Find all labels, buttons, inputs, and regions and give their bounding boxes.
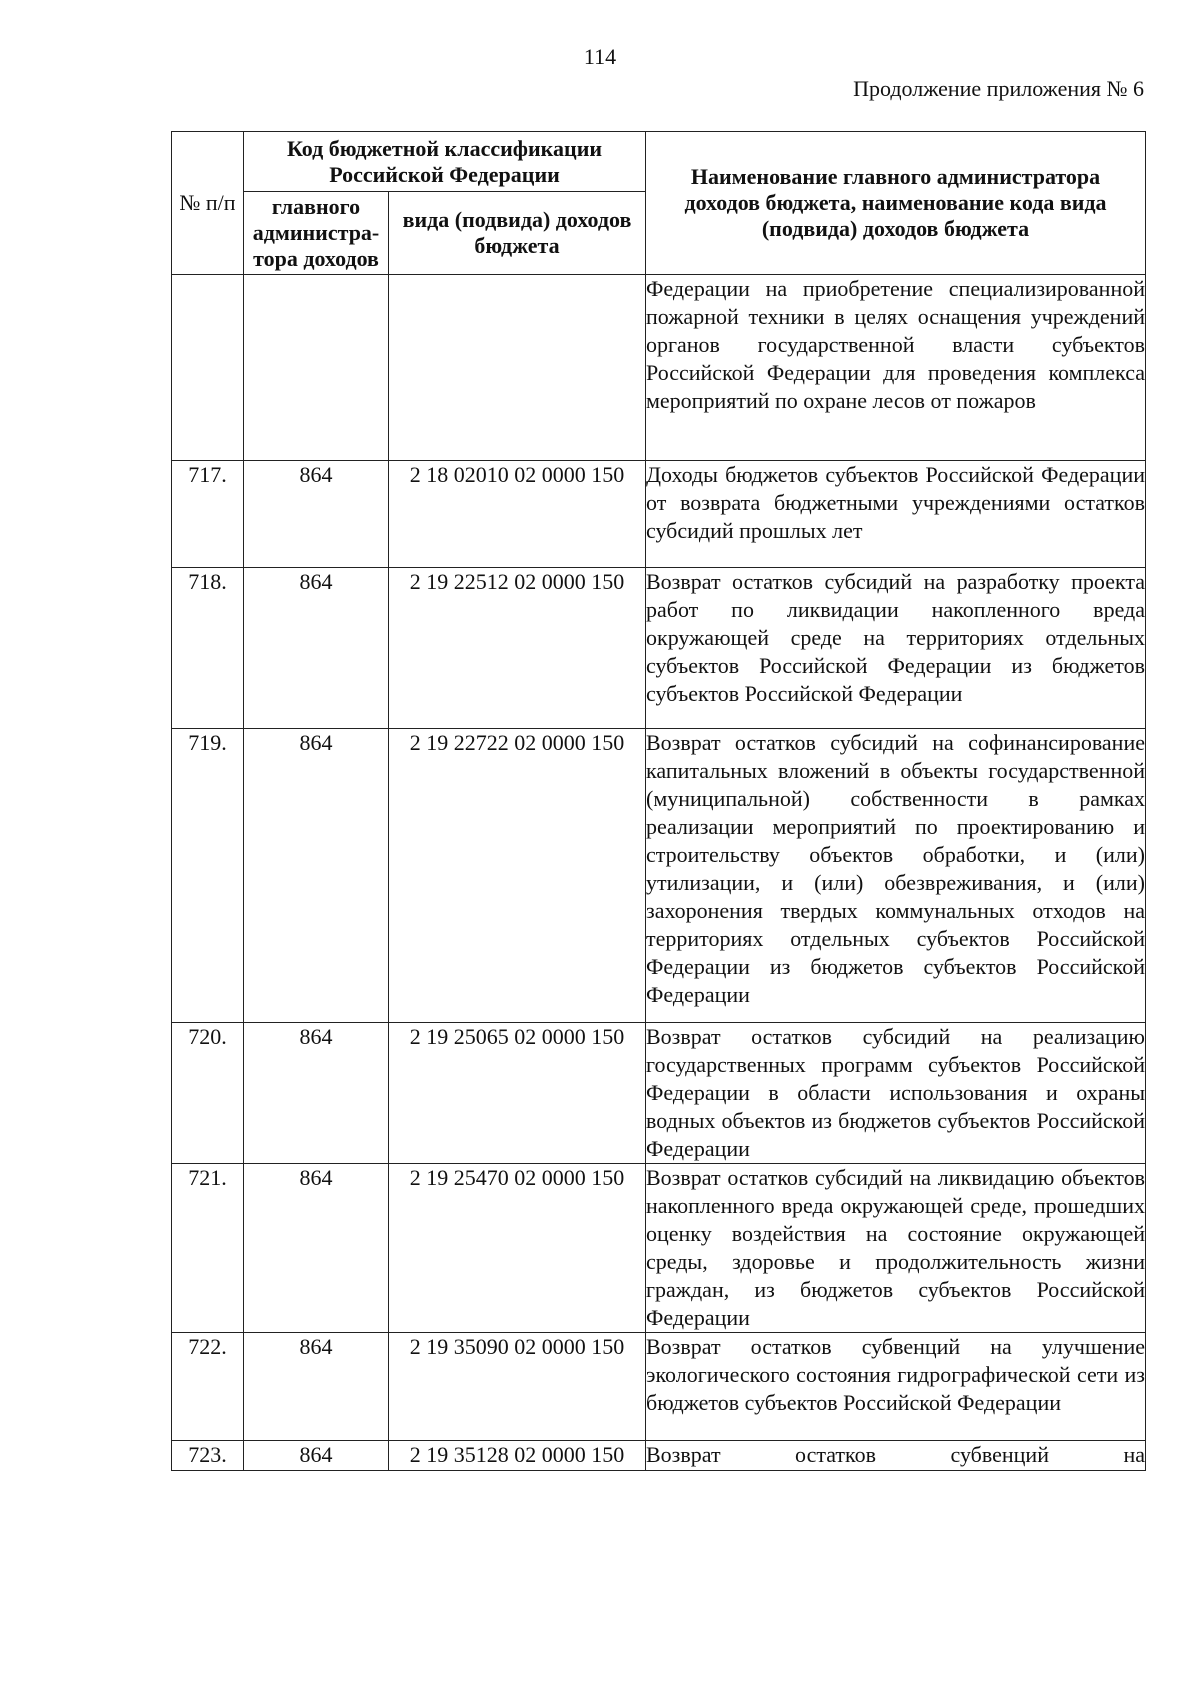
header-number: № п/п	[172, 132, 244, 275]
table-row	[172, 568, 1146, 729]
revenue-code-cell: 2 19 25065 02 0000 150	[389, 1023, 646, 1164]
admin-code-cell: 864	[244, 1441, 389, 1471]
table-row	[172, 461, 1146, 568]
row-number-cell: 723.	[172, 1441, 244, 1471]
header-code: вида (подвида) доходов бюджета	[389, 192, 646, 275]
row-number-cell: 720.	[172, 1023, 244, 1164]
header-code-group: Код бюджетной классификации Российской Федерации	[244, 132, 646, 192]
table-row	[172, 1023, 1146, 1164]
revenue-name-cell: Возврат остатков субвенций на	[646, 1441, 1146, 1471]
admin-code-cell: 864	[244, 568, 389, 729]
revenue-name-cell: Доходы бюджетов субъектов Российской Федерации от возврата бюджетными учреждениями остатков субсидий прошлых лет	[646, 461, 1146, 568]
admin-code-cell: 864	[244, 1164, 389, 1333]
table-row	[172, 729, 1146, 1023]
revenue-code-cell: 2 19 22512 02 0000 150	[389, 568, 646, 729]
table-row	[172, 275, 1146, 461]
admin-code-cell: 864	[244, 1333, 389, 1441]
revenue-name-cell: Возврат остатков субсидий на реализацию государственных программ субъектов Российской Федерации в области использования и охраны водных объектов из бюджетов субъектов Российской Федерации	[646, 1023, 1146, 1164]
revenue-code-cell: 2 19 22722 02 0000 150	[389, 729, 646, 1023]
row-number-cell: 721.	[172, 1164, 244, 1333]
appendix-continuation-label: Продолжение приложения № 6	[853, 76, 1144, 101]
revenue-code-cell	[389, 275, 646, 461]
row-number-cell: 717.	[172, 461, 244, 568]
revenue-name-cell: Возврат остатков субсидий на софинансирование капитальных вложений в объекты государственной (муниципальной) собственности в рамках реализации мероприятий по проектированию и строительству объектов обработки, и (или) утилизации, и (или) обезвреживания, и (или) захоронения твердых коммунальных отходов на территориях отдельных субъектов Российской Федерации из бюджетов субъектов Российской Федерации	[646, 729, 1146, 1023]
admin-code-cell	[244, 275, 389, 461]
revenue-name-cell: Возврат остатков субсидий на разработку проекта работ по ликвидации накопленного вреда окружающей среде на территориях отдельных субъектов Российской Федерации из бюджетов субъектов Российской Федерации	[646, 568, 1146, 729]
row-number-cell	[172, 275, 244, 461]
row-number-cell: 722.	[172, 1333, 244, 1441]
admin-code-cell: 864	[244, 1023, 389, 1164]
revenue-code-cell: 2 19 35090 02 0000 150	[389, 1333, 646, 1441]
page-number: 114	[583, 44, 617, 69]
revenue-name-cell: Возврат остатков субвенций на улучшение экологического состояния гидрографической сети из бюджетов субъектов Российской Федерации	[646, 1333, 1146, 1441]
table-row	[172, 1441, 1146, 1471]
revenue-name-cell: Возврат остатков субсидий на ликвидацию объектов накопленного вреда окружающей среде, прошедших оценку воздействия на состояние окружающей среды, здоровье и продолжительность жизни граждан, из бюджетов субъектов Российской Федерации	[646, 1164, 1146, 1333]
admin-code-cell: 864	[244, 461, 389, 568]
header-name: Наименование главного администратора доходов бюджета, наименование кода вида (подвида) доходов бюджета	[646, 132, 1146, 275]
table-row	[172, 1333, 1146, 1441]
row-number-cell: 718.	[172, 568, 244, 729]
revenue-code-cell: 2 19 25470 02 0000 150	[389, 1164, 646, 1333]
header-admin: главного администра-тора доходов	[244, 192, 389, 275]
revenue-code-cell: 2 18 02010 02 0000 150	[389, 461, 646, 568]
row-number-cell: 719.	[172, 729, 244, 1023]
revenue-name-cell: Федерации на приобретение специализированной пожарной техники в целях оснащения учреждений органов государственной власти субъектов Российской Федерации для проведения комплекса мероприятий по охране лесов от пожаров	[646, 275, 1146, 461]
revenue-code-cell: 2 19 35128 02 0000 150	[389, 1441, 646, 1471]
table-row	[172, 1164, 1146, 1333]
admin-code-cell: 864	[244, 729, 389, 1023]
budget-classification-table	[171, 131, 1146, 1471]
